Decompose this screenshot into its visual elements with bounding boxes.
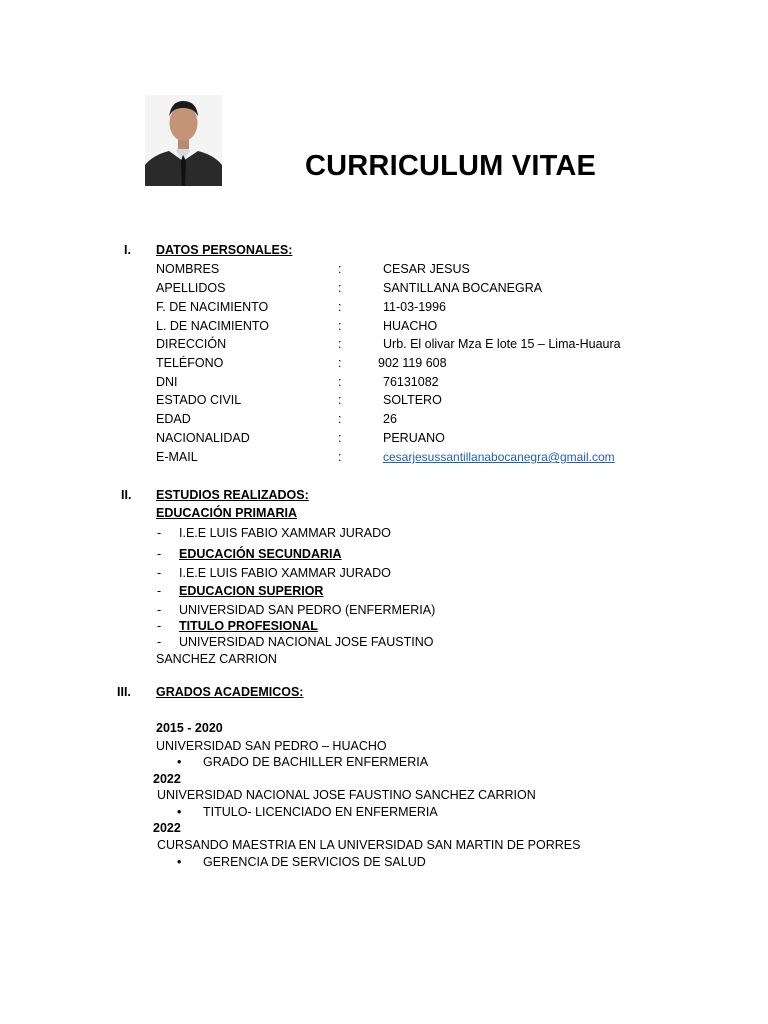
grado2-item: TITULO- LICENCIADO EN ENFERMERIA <box>203 805 438 819</box>
superior-heading: EDUCACION SUPERIOR <box>179 584 324 598</box>
dash: - <box>157 603 162 617</box>
colon: : <box>338 375 342 389</box>
label-telefono: TELÉFONO <box>156 356 224 370</box>
email-link[interactable]: cesarjesussantillanabocanegra@gmail.com <box>383 450 615 464</box>
dash: - <box>157 547 162 561</box>
section-number-2: II. <box>121 488 132 502</box>
grado3-item: GERENCIA DE SERVICIOS DE SALUD <box>203 855 426 869</box>
value-apellidos: SANTILLANA BOCANEGRA <box>383 281 543 295</box>
colon: : <box>338 262 342 276</box>
colon: : <box>338 450 342 464</box>
colon: : <box>338 281 342 295</box>
secundaria-heading: EDUCACIÓN SECUNDARIA <box>179 547 342 561</box>
value-dni: 76131082 <box>383 375 439 389</box>
colon: : <box>338 393 342 407</box>
grado3-institution: CURSANDO MAESTRIA EN LA UNIVERSIDAD SAN MARTIN DE PORRES <box>157 838 581 852</box>
value-nombres: CESAR JESUS <box>383 262 470 276</box>
grado2-institution: UNIVERSIDAD NACIONAL JOSE FAUSTINO SANCHEZ CARRION <box>157 788 536 802</box>
superior-school: UNIVERSIDAD SAN PEDRO (ENFERMERIA) <box>179 603 436 617</box>
value-direccion: Urb. El olivar Mza E lote 15 – Lima-Huaura <box>383 337 621 351</box>
label-edad: EDAD <box>156 412 191 426</box>
titulo-heading: TITULO PROFESIONAL <box>179 619 318 633</box>
label-apellidos: APELLIDOS <box>156 281 226 295</box>
bullet: • <box>177 855 182 869</box>
colon: : <box>338 337 342 351</box>
grado1-item: GRADO DE BACHILLER ENFERMERIA <box>203 755 429 769</box>
value-nacionalidad: PERUANO <box>383 431 445 445</box>
label-direccion: DIRECCIÓN <box>156 337 227 351</box>
colon: : <box>338 319 342 333</box>
dash: - <box>157 526 162 540</box>
section-heading-grados: GRADOS ACADEMICOS: <box>156 685 304 699</box>
label-lugar-nacimiento: L. DE NACIMIENTO <box>156 319 269 333</box>
value-edad: 26 <box>383 412 397 426</box>
primaria-heading: EDUCACIÓN PRIMARIA <box>156 506 297 520</box>
grado1-institution: UNIVERSIDAD SAN PEDRO – HUACHO <box>156 739 387 753</box>
titulo-university-line1: UNIVERSIDAD NACIONAL JOSE FAUSTINO <box>179 635 434 649</box>
section-number-3: III. <box>117 685 131 699</box>
dash: - <box>157 619 162 633</box>
bullet: • <box>177 755 182 769</box>
person-photo-icon <box>145 95 222 186</box>
label-email: E-MAIL <box>156 450 198 464</box>
colon: : <box>338 356 342 370</box>
profile-photo <box>145 95 222 186</box>
secundaria-school: I.E.E LUIS FABIO XAMMAR JURADO <box>179 566 391 580</box>
titulo-university-line2: SANCHEZ CARRION <box>156 652 277 666</box>
value-estado-civil: SOLTERO <box>383 393 442 407</box>
primaria-school: I.E.E LUIS FABIO XAMMAR JURADO <box>179 526 391 540</box>
section-number-1: I. <box>124 243 131 257</box>
page-title: CURRICULUM VITAE <box>305 150 597 182</box>
dash: - <box>157 635 162 649</box>
section-heading-personal: DATOS PERSONALES: <box>156 243 293 257</box>
section-heading-estudios: ESTUDIOS REALIZADOS: <box>156 488 309 502</box>
label-nombres: NOMBRES <box>156 262 220 276</box>
colon: : <box>338 412 342 426</box>
label-dni: DNI <box>156 375 178 389</box>
value-telefono: 902 119 608 <box>378 356 447 370</box>
grado2-year: 2022 <box>153 772 181 786</box>
grado1-years: 2015 - 2020 <box>156 721 223 735</box>
bullet: • <box>177 805 182 819</box>
label-estado-civil: ESTADO CIVIL <box>156 393 242 407</box>
colon: : <box>338 300 342 314</box>
grado3-year: 2022 <box>153 821 181 835</box>
label-fecha-nacimiento: F. DE NACIMIENTO <box>156 300 269 314</box>
value-lugar-nacimiento: HUACHO <box>383 319 438 333</box>
label-nacionalidad: NACIONALIDAD <box>156 431 250 445</box>
dash: - <box>157 584 162 598</box>
dash: - <box>157 566 162 580</box>
value-fecha-nacimiento: 11-03-1996 <box>383 300 447 314</box>
colon: : <box>338 431 342 445</box>
